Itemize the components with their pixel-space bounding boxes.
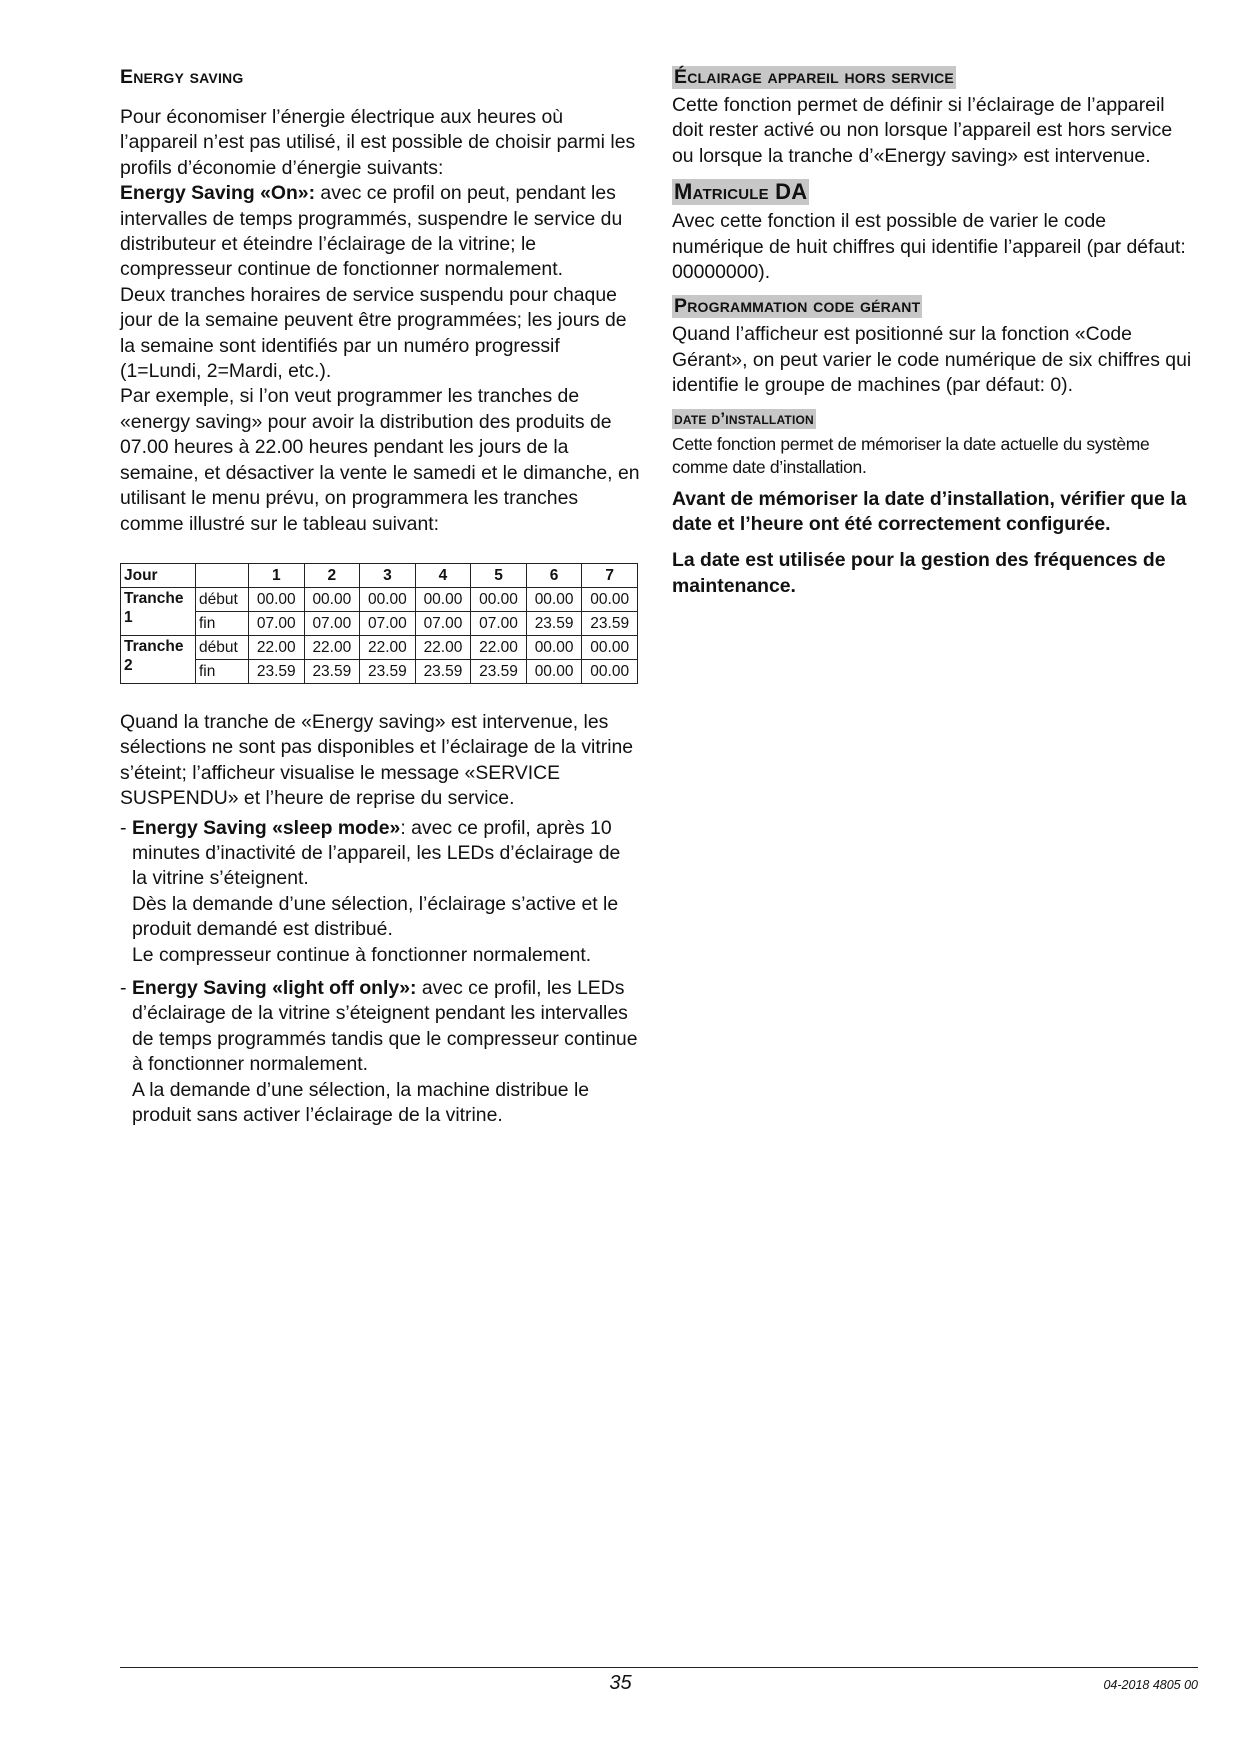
- table-cell: 23.59: [415, 659, 471, 683]
- table-cell: 00.00: [582, 659, 638, 683]
- table-cell: 07.00: [360, 611, 416, 635]
- table-cell: 22.00: [249, 635, 305, 659]
- table-cell: 22.00: [360, 635, 416, 659]
- energy-saving-on-label: Energy Saving «On»:: [120, 182, 316, 205]
- table-row: [121, 659, 638, 683]
- energy-saving-on-paragraph: [120, 181, 640, 283]
- day-header: 5: [471, 563, 527, 587]
- table-row: [121, 635, 638, 659]
- energy-saving-table: [120, 563, 638, 684]
- sleep-mode-text-3: Le compresseur continue à fonctionner normalement.: [132, 943, 592, 966]
- day-header: 7: [582, 563, 638, 587]
- day-header: 2: [304, 563, 360, 587]
- matricule-paragraph: Avec cette fonction il est possible de varier le code numérique de huit chiffres qui identifie l’appareil (par défaut: 00000000).: [672, 210, 1186, 284]
- energy-saving-on-text: avec ce profil on peut, pendant les intervalles de temps programmés, suspendre le service du distributeur et éteindre l’éclairage de la vitrine; le compresseur continue de fonctionner normalement.: [120, 182, 623, 281]
- debut-label: début: [196, 587, 249, 611]
- bullet-dash: -: [120, 816, 127, 839]
- debut-label: début: [196, 635, 249, 659]
- sleep-mode-item: [120, 816, 640, 968]
- light-off-text-2: A la demande d’une sélection, la machine distribue le produit sans activer l’éclairage de la vitrine.: [132, 1078, 590, 1126]
- table-cell: 23.59: [360, 659, 416, 683]
- eclairage-heading: [672, 66, 1198, 89]
- table-cell: 00.00: [526, 587, 582, 611]
- day-header: 4: [415, 563, 471, 587]
- table-cell: 07.00: [249, 611, 305, 635]
- table-cell: 00.00: [526, 635, 582, 659]
- empty-header-cell: [196, 563, 249, 587]
- energy-saving-heading: Energy saving: [120, 66, 244, 88]
- exemple-paragraph: Par exemple, si l’on veut programmer les tranches de «energy saving» pour avoir la distribution des produits de 07.00 heures à 22.00 heures pendant les jours de la semaine, et désactiver la vente le samedi et le dimanche, en utilisant le menu prévu, on programmera les tranches comme illustré sur le tableau suivant:: [120, 385, 640, 535]
- table-cell: 00.00: [249, 587, 305, 611]
- matricule-heading-text: Matricule DA: [674, 179, 808, 205]
- light-off-item: [120, 976, 640, 1128]
- date-usage-paragraph: La date est utilisée pour la gestion des fréquences de maintenance.: [672, 549, 1166, 597]
- page-number: 35: [609, 1672, 632, 1694]
- eclairage-paragraph: Cette fonction permet de définir si l’éclairage de l’appareil doit rester activé ou non lorsque l’appareil est hors service ou lorsque la tranche d’«Energy saving» est intervenue.: [672, 94, 1173, 167]
- gerant-heading-text: Programmation code gérant: [674, 295, 921, 318]
- table-cell: 07.00: [415, 611, 471, 635]
- day-header: 6: [526, 563, 582, 587]
- quand-tranche-paragraph: Quand la tranche de «Energy saving» est intervenue, les sélections ne sont pas disponibles et l’éclairage de la vitrine s’éteint; l’afficheur visualise le message «SERVICE SUSPENDU» et l’heure de reprise du service.: [120, 710, 634, 810]
- gerant-paragraph: Quand l’afficheur est positionné sur la fonction «Code Gérant», on peut varier le code numérique de six chiffres qui identifie le groupe de machines (par défaut: 0).: [672, 323, 1192, 397]
- table-cell: 00.00: [582, 635, 638, 659]
- sleep-mode-label: Energy Saving «sleep mode»: [132, 816, 401, 839]
- light-off-label: Energy Saving «light off only»:: [132, 976, 417, 999]
- table-cell: 22.00: [304, 635, 360, 659]
- table-cell: 00.00: [526, 659, 582, 683]
- tranche-1-label: Tranche 1: [121, 587, 196, 635]
- gerant-heading: [672, 295, 1198, 318]
- document-reference: 04-2018 4805 00: [1103, 1678, 1198, 1692]
- footer-divider: [120, 1667, 1198, 1668]
- fin-label: fin: [196, 611, 249, 635]
- table-cell: 00.00: [304, 587, 360, 611]
- deux-tranches-paragraph: Deux tranches horaires de service suspendu pour chaque jour de la semaine peuvent être programmées; les jours de la semaine sont identifiés par un numéro progressif (1=Lundi, 2=Mardi, etc.).: [120, 283, 627, 383]
- table-row: [121, 587, 638, 611]
- table-cell: 23.59: [304, 659, 360, 683]
- light-off-text: avec ce profil, les LEDs d’éclairage de la vitrine s’éteignent pendant les intervalles de temps programmés tandis que le compresseur continue à fonctionner normalement.: [132, 976, 638, 1076]
- eclairage-heading-text: Éclairage appareil hors service: [674, 66, 954, 88]
- date-heading-text: date d’installation: [674, 408, 814, 428]
- table-cell: 22.00: [471, 635, 527, 659]
- table-cell: 00.00: [360, 587, 416, 611]
- tranche-2-label: Tranche 2: [121, 635, 196, 683]
- day-header: 1: [249, 563, 305, 587]
- table-cell: 00.00: [471, 587, 527, 611]
- table-cell: 23.59: [249, 659, 305, 683]
- table-header-row: [121, 563, 638, 587]
- bullet-dash: -: [120, 976, 127, 999]
- left-column: [120, 66, 640, 1128]
- jour-header: Jour: [121, 563, 196, 587]
- date-warning-paragraph: Avant de mémoriser la date d’installation, vérifier que la date et l’heure ont été correctement configurée.: [672, 487, 1187, 536]
- table-cell: 07.00: [471, 611, 527, 635]
- date-paragraph: Cette fonction permet de mémoriser la date actuelle du système comme date d’installation.: [672, 433, 1150, 477]
- day-header: 3: [360, 563, 416, 587]
- table-cell: 23.59: [526, 611, 582, 635]
- sleep-mode-text: : avec ce profil, après 10 minutes d’inactivité de l’appareil, les LEDs d’éclairage de la vitrine s’éteignent.: [132, 816, 621, 890]
- intro-paragraph: Pour économiser l’énergie électrique aux heures où l’appareil n’est pas utilisé, il est possible de choisir parmi les profils d’économie d’énergie suivants:: [120, 106, 636, 179]
- table-cell: 00.00: [415, 587, 471, 611]
- matricule-heading: [672, 179, 1198, 205]
- table-cell: 23.59: [471, 659, 527, 683]
- date-heading: [672, 409, 1198, 429]
- table-cell: 07.00: [304, 611, 360, 635]
- table-cell: 22.00: [415, 635, 471, 659]
- table-cell: 00.00: [582, 587, 638, 611]
- right-column: [672, 66, 1198, 599]
- table-row: [121, 611, 638, 635]
- sleep-mode-text-2: Dès la demande d’une sélection, l’éclairage s’active et le produit demandé est distribué.: [132, 892, 619, 941]
- fin-label: fin: [196, 659, 249, 683]
- table-cell: 23.59: [582, 611, 638, 635]
